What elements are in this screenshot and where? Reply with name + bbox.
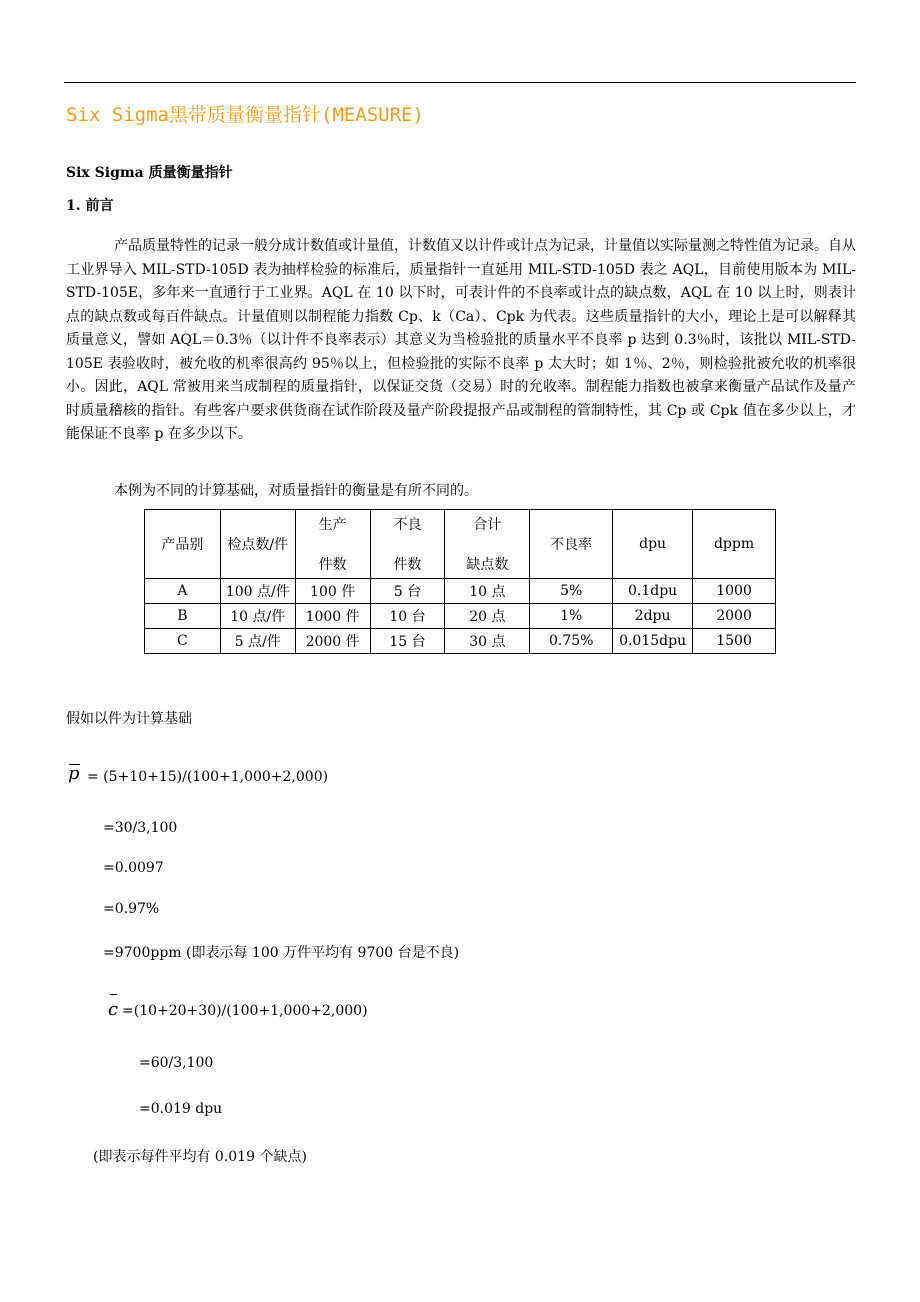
table-cell: C <box>145 629 221 654</box>
table-cell: 5% <box>530 579 613 604</box>
table-row <box>145 579 776 604</box>
header-cell: dppm <box>693 510 776 579</box>
table-cell: 100 件 <box>295 579 370 604</box>
calc-intro: 假如以件为计算基础 <box>66 711 192 727</box>
table-cell: 2000 件 <box>295 629 370 654</box>
p-step: =0.97% <box>103 901 160 917</box>
table-cell: 30 点 <box>445 629 530 654</box>
table-cell: 10 台 <box>370 604 445 629</box>
table-cell: 20 点 <box>445 604 530 629</box>
c-step: =0.019 dpu <box>139 1101 223 1117</box>
header-line: 合计 <box>473 517 502 533</box>
table-cell: 2dpu <box>613 604 693 629</box>
table-cell: 0.1dpu <box>613 579 693 604</box>
c-formula: =(10+20+30)/(100+1,000+2,000) <box>122 1003 368 1019</box>
c-note: (即表示每件平均有 0.019 个缺点) <box>93 1149 307 1165</box>
c-bar-symbol: c <box>108 999 119 1020</box>
header-line: 生产 <box>318 517 347 533</box>
table-cell: 1000 <box>693 579 776 604</box>
table-row <box>145 629 776 654</box>
header-line: 件数 <box>318 557 347 573</box>
header-line: 件数 <box>393 557 422 573</box>
header-cell: 不良率 <box>530 510 613 579</box>
p-bar-symbol: p <box>68 763 80 784</box>
table-cell: 2000 <box>693 604 776 629</box>
header-line: 缺点数 <box>466 557 509 573</box>
table-cell: 1% <box>530 604 613 629</box>
table-cell: 1000 件 <box>295 604 370 629</box>
header-cell: 产品别 <box>145 510 221 579</box>
table-cell: B <box>145 604 221 629</box>
p-formula: = (5+10+15)/(100+1,000+2,000) <box>87 769 329 785</box>
table-cell: 5 点/件 <box>220 629 295 654</box>
quality-table <box>144 509 776 654</box>
table-cell: 15 台 <box>370 629 445 654</box>
table-cell: 10 点 <box>445 579 530 604</box>
header-cell: dpu <box>613 510 693 579</box>
intro-paragraph: 产品质量特性的记录一般分成计数值或计量值，计数值又以计件或计点为记录，计量值以实际量测之特性值为记录。自从工业界导入 MIL-STD-105D 表为抽样检验的标准后，质量指针一直延用 MIL-STD-105D 表之 AQL，目前使用版本为 MIL-STD-105E，多年来一直通行于工业界。AQL 在 10 以下时，可表计件的不良率或计点的缺点数，AQL 在 10 以上时，则表计点的缺点数或每百件缺点。计量值则以制程能力指数 Cp、k（Ca）、Cpk 为代表。这些质量指针的大小，理论上是可以解释其质量意义，譬如 AQL＝0.3％（以计件不良率表示）其意义为当检验批的质量水平不良率 p 达到 0.3％时，该批以 MIL-STD-105E 表验收时，被允收的机率很高约 95％以上，但检验批的实际不良率 p 太大时；如 1％、2％，则检验批被允收的机率很小。因此，AQL 常被用来当成制程的质量指针，以保证交货（交易）时的允收率。制程能力指数也被拿来衡量产品试作及量产时质量稽核的指针。有些客户要求供货商在试作阶段及量产阶段提报产品或制程的管制特性，其 Cp 或 Cpk 值在多少以上，才能保证不良率 p 在多少以下。 <box>66 238 856 442</box>
table-cell: 10 点/件 <box>220 604 295 629</box>
header-cell <box>295 510 370 579</box>
table-row <box>145 604 776 629</box>
header-cell: 检点数/件 <box>220 510 295 579</box>
table-cell: 0.015dpu <box>613 629 693 654</box>
table-cell: 5 台 <box>370 579 445 604</box>
table-cell: 100 点/件 <box>220 579 295 604</box>
p-step: =0.0097 <box>103 860 164 876</box>
document-title: Six Sigma黑带质量衡量指针(MEASURE) <box>66 104 424 126</box>
table-header-row <box>145 510 776 579</box>
p-step: =9700ppm (即表示每 100 万件平均有 9700 台是不良) <box>103 945 460 961</box>
c-step: =60/3,100 <box>139 1055 214 1071</box>
table-cell: 0.75% <box>530 629 613 654</box>
header-cell <box>445 510 530 579</box>
subtitle-heading: Six Sigma 质量衡量指针 <box>66 165 233 181</box>
header-line: 不良 <box>393 517 422 533</box>
header-rule <box>64 82 856 83</box>
section-heading-intro: 1. 前言 <box>66 198 114 214</box>
table-cell: 1500 <box>693 629 776 654</box>
header-cell <box>370 510 445 579</box>
p-step: =30/3,100 <box>103 820 178 836</box>
table-intro: 本例为不同的计算基础，对质量指针的衡量是有所不同的。 <box>114 483 478 499</box>
table-cell: A <box>145 579 221 604</box>
c-bar <box>110 994 117 995</box>
